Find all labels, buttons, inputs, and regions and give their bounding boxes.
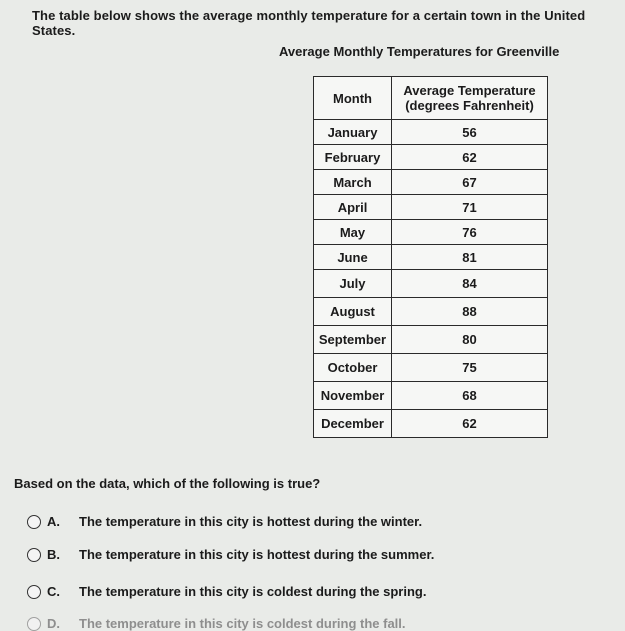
month-cell: May bbox=[314, 220, 392, 245]
month-cell: September bbox=[314, 326, 392, 354]
table-row bbox=[314, 382, 548, 410]
radio-button-icon[interactable] bbox=[27, 515, 41, 529]
option-c[interactable] bbox=[27, 584, 426, 599]
month-cell: June bbox=[314, 245, 392, 270]
option-d[interactable] bbox=[27, 616, 406, 631]
month-cell: July bbox=[314, 270, 392, 298]
option-text: The temperature in this city is hottest during the summer. bbox=[79, 547, 435, 562]
month-cell: February bbox=[314, 145, 392, 170]
option-letter: C. bbox=[47, 584, 60, 599]
radio-button-icon[interactable] bbox=[27, 585, 41, 599]
temperature-header-line2: (degrees Fahrenheit) bbox=[405, 98, 534, 113]
month-cell: October bbox=[314, 354, 392, 382]
table-header-row bbox=[314, 77, 548, 120]
table-row bbox=[314, 270, 548, 298]
month-cell: November bbox=[314, 382, 392, 410]
month-cell: April bbox=[314, 195, 392, 220]
temp-cell: 81 bbox=[392, 245, 548, 270]
temp-cell: 75 bbox=[392, 354, 548, 382]
temperature-column-header bbox=[392, 77, 548, 120]
option-b[interactable] bbox=[27, 547, 434, 562]
option-letter: D. bbox=[47, 616, 60, 631]
table-row bbox=[314, 170, 548, 195]
month-cell: December bbox=[314, 410, 392, 438]
table-row bbox=[314, 245, 548, 270]
temp-cell: 67 bbox=[392, 170, 548, 195]
temp-cell: 84 bbox=[392, 270, 548, 298]
table-row bbox=[314, 145, 548, 170]
table-row bbox=[314, 220, 548, 245]
temperature-table bbox=[313, 76, 548, 438]
temp-cell: 62 bbox=[392, 410, 548, 438]
temp-cell: 76 bbox=[392, 220, 548, 245]
temperature-header-line1: Average Temperature bbox=[403, 83, 536, 98]
option-text: The temperature in this city is coldest during the spring. bbox=[79, 584, 427, 599]
table-row bbox=[314, 298, 548, 326]
month-cell: March bbox=[314, 170, 392, 195]
temp-cell: 80 bbox=[392, 326, 548, 354]
month-cell: August bbox=[314, 298, 392, 326]
temp-cell: 68 bbox=[392, 382, 548, 410]
table-row bbox=[314, 354, 548, 382]
option-a[interactable] bbox=[27, 514, 422, 529]
option-letter: A. bbox=[47, 514, 60, 529]
temp-cell: 62 bbox=[392, 145, 548, 170]
month-column-header: Month bbox=[314, 77, 392, 120]
table-row bbox=[314, 410, 548, 438]
table-row bbox=[314, 326, 548, 354]
month-cell: January bbox=[314, 120, 392, 145]
radio-button-icon[interactable] bbox=[27, 548, 41, 562]
intro-text: The table below shows the average monthly temperature for a certain town in the United States. bbox=[32, 8, 586, 38]
temp-cell: 88 bbox=[392, 298, 548, 326]
table-title: Average Monthly Temperatures for Greenville bbox=[279, 44, 560, 59]
radio-button-icon[interactable] bbox=[27, 617, 41, 631]
table-row bbox=[314, 120, 548, 145]
option-text: The temperature in this city is hottest during the winter. bbox=[79, 514, 423, 529]
option-letter: B. bbox=[47, 547, 60, 562]
option-text: The temperature in this city is coldest during the fall. bbox=[79, 616, 406, 631]
temp-cell: 71 bbox=[392, 195, 548, 220]
temp-cell: 56 bbox=[392, 120, 548, 145]
table-row bbox=[314, 195, 548, 220]
question-text: Based on the data, which of the following is true? bbox=[14, 476, 321, 491]
